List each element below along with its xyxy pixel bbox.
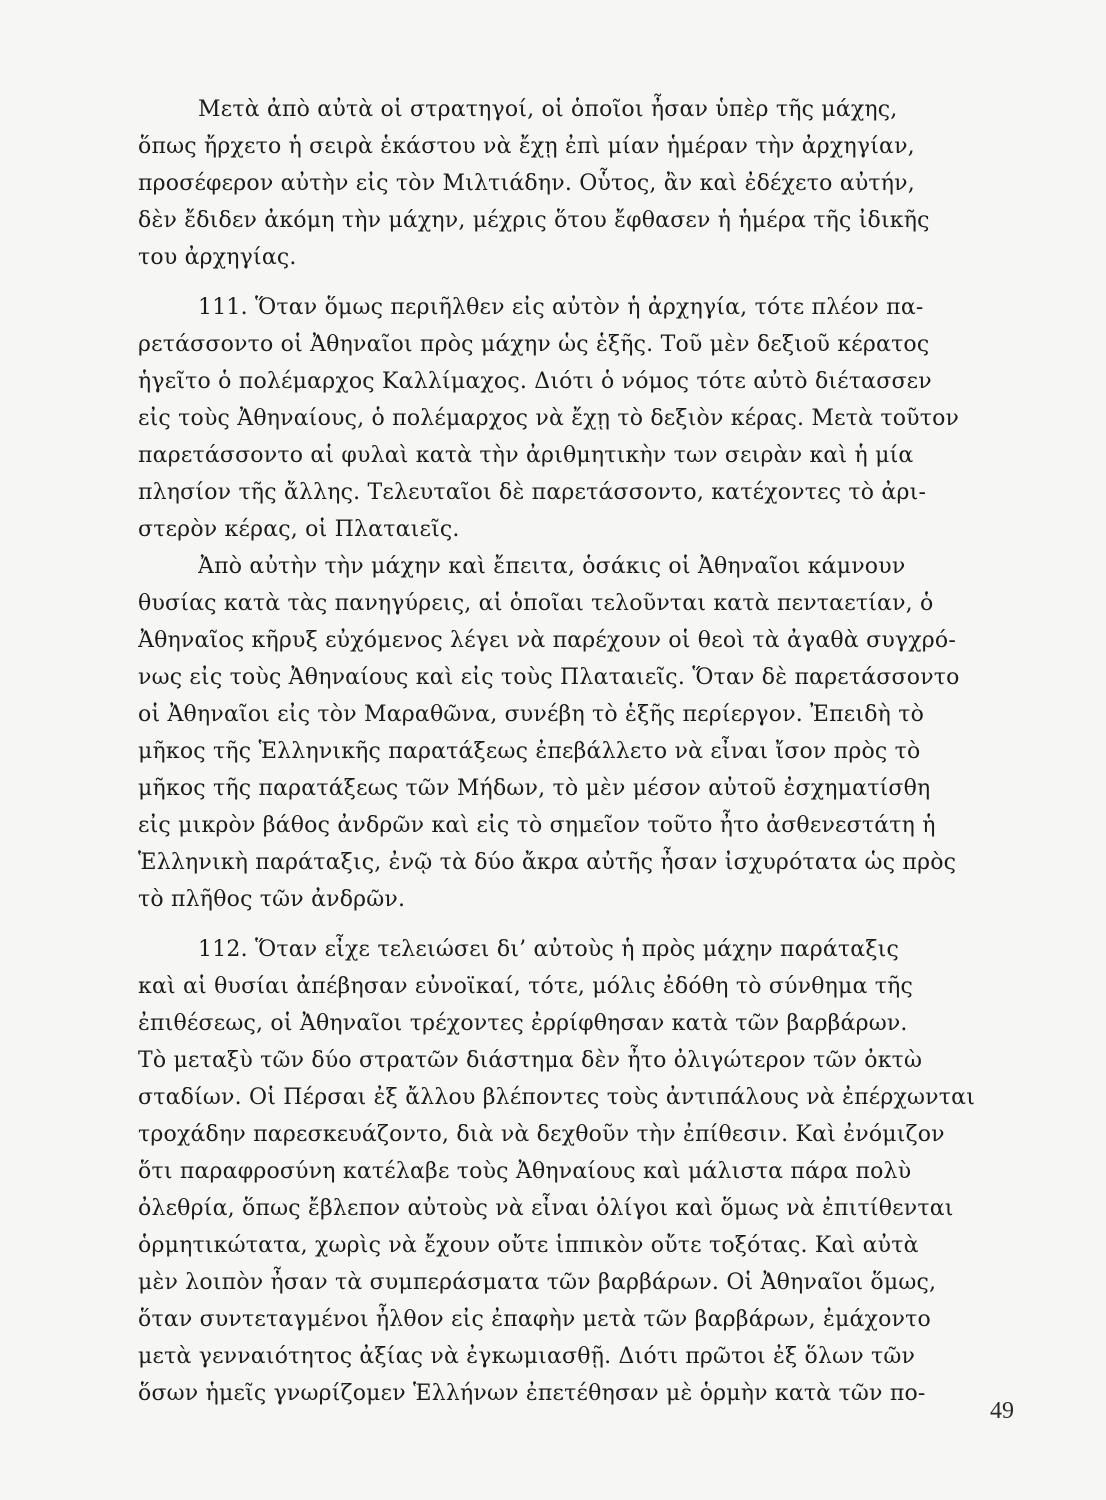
text-line: ἐπιθέσεως, οἱ Ἀθηναῖοι τρέχοντες ἐρρίφθησαν κατὰ τῶν βαρβάρων.: [138, 1011, 908, 1036]
text-line: Ἀθηναῖος κῆρυξ εὐχόμενος λέγει νὰ παρέχουν οἱ θεοὶ τὰ ἀγαθὰ συγχρό-: [138, 628, 956, 653]
text-line: μῆκος τῆς Ἑλληνικῆς παρατάξεως ἐπεβάλλετο νὰ εἶναι ἴσον πρὸς τὸ: [138, 739, 921, 764]
text-line: προσέφερον αὐτὴν εἰς τὸν Μιλτιάδην. Οὗτος, ἂν καὶ ἐδέχετο αὐτήν,: [138, 171, 915, 196]
text-line: παρετάσσοντο αἱ φυλαὶ κατὰ τὴν ἀριθμητικὴν των σειρὰν καὶ ἡ μία: [138, 443, 914, 468]
text-line: οἱ Ἀθηναῖοι εἰς τὸν Μαραθῶνα, συνέβη τὸ ἑξῆς περίεργον. Ἐπειδὴ τὸ: [138, 702, 925, 727]
text-line: ἡγεῖτο ὁ πολέμαρχος Καλλίμαχος. Διότι ὁ νόμος τότε αὐτὸ διέτασσεν: [138, 369, 932, 394]
text-line: μὲν λοιπὸν ἦσαν τὰ συμπεράσματα τῶν βαρβάρων. Οἱ Ἀθηναῖοι ὅμως,: [138, 1270, 937, 1295]
text-line: ρετάσσοντο οἱ Ἀθηναῖοι πρὸς μάχην ὡς ἑξῆς. Τοῦ μὲν δεξιοῦ κέρατος: [138, 332, 930, 357]
text-line: Ἑλληνικὴ παράταξις, ἐνῷ τὰ δύο ἄκρα αὐτῆς ἦσαν ἰσχυρότατα ὡς πρὸς: [138, 850, 957, 875]
text-line: σταδίων. Οἱ Πέρσαι ἐξ ἄλλου βλέποντες τοὺς ἀντιπάλους νὰ ἐπέρχωνται: [138, 1085, 976, 1110]
text-line: μετὰ γενναιότητος ἀξίας νὰ ἐγκωμιασθῇ. Διότι πρῶτοι ἐξ ὅλων τῶν: [138, 1344, 916, 1369]
text-line: τὸ πλῆθος τῶν ἀνδρῶν.: [138, 887, 406, 912]
text-line: του ἀρχηγίας.: [138, 245, 297, 270]
text-line: 112. Ὅταν εἶχε τελειώσει δι’ αὐτοὺς ἡ πρὸς μάχην παράταξις: [198, 937, 899, 962]
text-line: 111. Ὅταν ὅμως περιῆλθεν εἰς αὐτὸν ἡ ἀρχηγία, τότε πλέον πα-: [198, 295, 924, 320]
text-line: Τὸ μεταξὺ τῶν δύο στρατῶν διάστημα δὲν ἦτο ὀλιγώτερον τῶν ὀκτὼ: [138, 1048, 923, 1073]
text-line: ὁρμητικώτατα, χωρὶς νὰ ἔχουν οὔτε ἱππικὸν οὔτε τοξότας. Καὶ αὐτὰ: [138, 1233, 919, 1258]
text-line: ὅπως ἤρχετο ἡ σειρὰ ἑκάστου νὰ ἔχῃ ἐπὶ μίαν ἡμέραν τὴν ἀρχηγίαν,: [138, 134, 915, 159]
text-line: νως εἰς τοὺς Ἀθηναίους καὶ εἰς τοὺς Πλαταιεῖς. Ὅταν δὲ παρετάσσοντο: [138, 665, 960, 690]
text-line: εἰς μικρὸν βάθος ἀνδρῶν καὶ εἰς τὸ σημεῖον τοῦτο ἦτο ἀσθενεστάτη ἡ: [138, 813, 936, 838]
text-line: μῆκος τῆς παρατάξεως τῶν Μήδων, τὸ μὲν μέσον αὐτοῦ ἐσχηματίσθη: [138, 776, 931, 801]
text-line: Ἀπὸ αὐτὴν τὴν μάχην καὶ ἔπειτα, ὁσάκις οἱ Ἀθηναῖοι κάμνουν: [198, 554, 906, 579]
text-line: ὅταν συντεταγμένοι ἦλθον εἰς ἐπαφὴν μετὰ τῶν βαρβάρων, ἐμάχοντο: [138, 1307, 931, 1332]
text-line: στερὸν κέρας, οἱ Πλαταιεῖς.: [138, 517, 460, 542]
page-number: 49: [990, 1398, 1014, 1424]
text-line: Μετὰ ἀπὸ αὐτὰ οἱ στρατηγοί, οἱ ὁποῖοι ἦσαν ὑπὲρ τῆς μάχης,: [198, 97, 898, 122]
text-line: εἰς τοὺς Ἀθηναίους, ὁ πολέμαρχος νὰ ἔχῃ τὸ δεξιὸν κέρας. Μετὰ τοῦτον: [138, 406, 960, 431]
text-line: τροχάδην παρεσκευάζοντο, διὰ νὰ δεχθοῦν τὴν ἐπίθεσιν. Καὶ ἐνόμιζον: [138, 1122, 945, 1147]
text-line: πλησίον τῆς ἄλλης. Τελευταῖοι δὲ παρετάσσοντο, κατέχοντες τὸ ἀρι-: [138, 480, 927, 505]
text-line: ὅτι παραφροσύνη κατέλαβε τοὺς Ἀθηναίους καὶ μάλιστα πάρα πολὺ: [138, 1159, 912, 1184]
text-line: θυσίας κατὰ τὰς πανηγύρεις, αἱ ὁποῖαι τελοῦνται κατὰ πενταετίαν, ὁ: [138, 591, 934, 616]
text-line: καὶ αἱ θυσίαι ἀπέβησαν εὐνοϊκαί, τότε, μόλις ἐδόθη τὸ σύνθημα τῆς: [138, 974, 914, 999]
text-line: ὀλεθρία, ὅπως ἔβλεπον αὐτοὺς νὰ εἶναι ὀλίγοι καὶ ὅμως νὰ ἐπιτίθενται: [138, 1196, 954, 1221]
text-line: ὅσων ἡμεῖς γνωρίζομεν Ἑλλήνων ἐπετέθησαν μὲ ὁρμὴν κατὰ τῶν πο-: [138, 1381, 926, 1406]
text-line: δὲν ἔδιδεν ἀκόμη τὴν μάχην, μέχρις ὅτου ἔφθασεν ἡ ἡμέρα τῆς ἰδικῆς: [138, 208, 930, 233]
